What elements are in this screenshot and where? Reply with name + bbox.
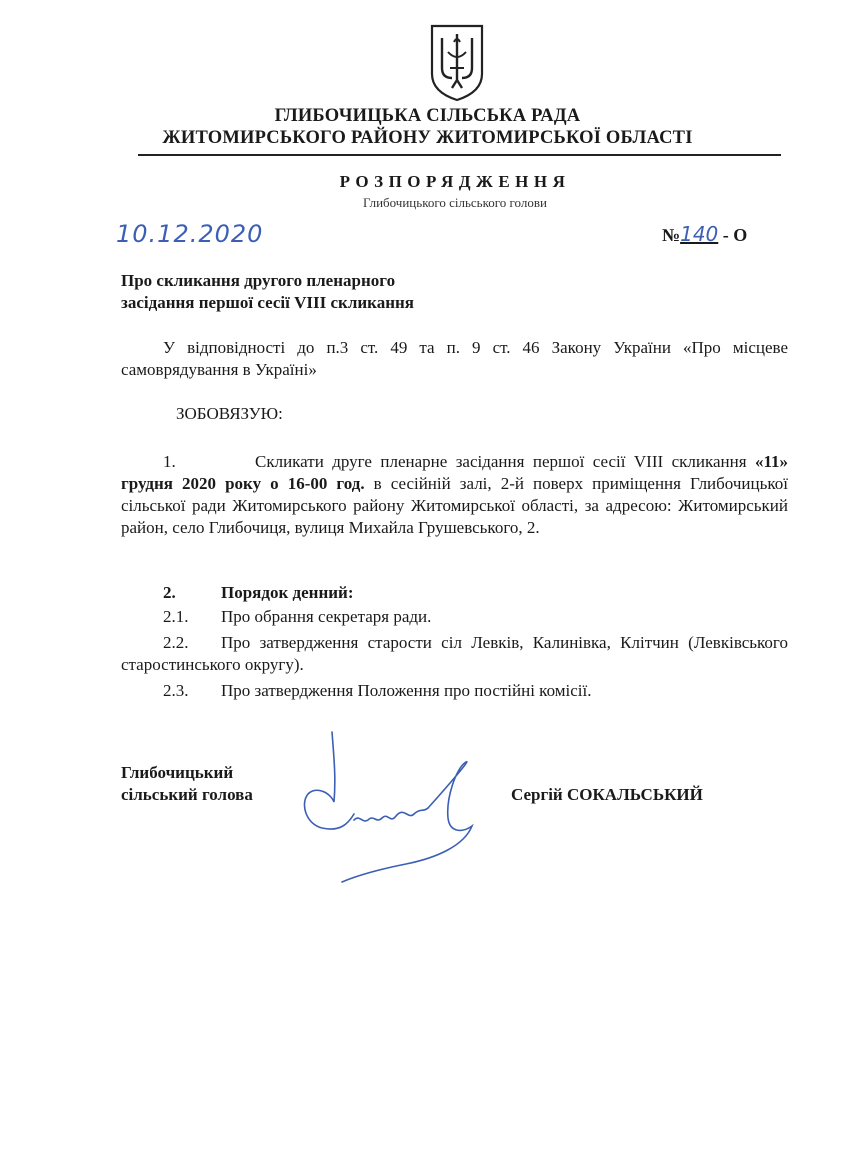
agenda-item-number: 2.2. (163, 633, 189, 652)
clause-1-text-pre: Скликати друге пленарне засідання першої сесії VIII скликання (255, 452, 755, 471)
clause-2-heading (163, 583, 354, 603)
clause-2-title: Порядок денний: (221, 583, 354, 602)
clause-2-number: 2. (163, 583, 176, 602)
position-line2: сільський голова (121, 785, 253, 804)
number-value: 140 (680, 222, 719, 246)
signatory-name: Сергій СОКАЛЬСЬКИЙ (511, 785, 703, 804)
position-line1: Глибочицький (121, 763, 234, 782)
document-type-subtitle: Глибочицького сільського голови (363, 195, 547, 210)
clause-1-datetime: «11» грудня 2020 року о 16-00 год. (121, 452, 788, 493)
subject-line2: засідання першої сесії VIII скликання (121, 293, 414, 312)
document-subject (121, 270, 414, 314)
clause-1 (121, 451, 788, 539)
preamble-paragraph: У відповідності до п.3 ст. 49 та п. 9 ст. 46 Закону України «Про місцеве самоврядування в Україні» (121, 338, 788, 379)
coat-of-arms-icon (428, 22, 486, 102)
number-suffix: - О (718, 225, 748, 245)
document-date: 10.12.2020 (116, 220, 264, 248)
agenda-item-text: Про затвердження старости сіл Левків, Калинівка, Клітчин (Левківського старостинського округу). (121, 633, 788, 674)
organization-name-line2: ЖИТОМИРСЬКОГО РАЙОНУ ЖИТОМИРСЬКОЇ ОБЛАСТІ (162, 128, 693, 148)
handwritten-signature-icon (296, 728, 496, 888)
agenda-item (121, 632, 788, 676)
agenda-item (121, 606, 788, 628)
signatory-position (121, 762, 253, 806)
document-number (662, 222, 747, 246)
organization-name-line1: ГЛИБОЧИЦЬКА СІЛЬСЬКА РАДА (274, 106, 581, 126)
agenda-item (121, 680, 788, 702)
oblige-heading: ЗОБОВЯЗУЮ: (176, 404, 283, 423)
clause-1-number: 1. (163, 452, 176, 471)
number-prefix: № (662, 225, 681, 245)
agenda-item-number: 2.1. (163, 607, 189, 626)
agenda-item-text: Про затвердження Положення про постійні комісії. (221, 681, 592, 700)
agenda-item-text: Про обрання секретаря ради. (221, 607, 432, 626)
document-type-title: РОЗПОРЯДЖЕННЯ (339, 172, 571, 191)
agenda-item-number: 2.3. (163, 681, 189, 700)
clause-1-text-post: в сесійній залі, 2-й поверх приміщення Глибочицької сільської ради Житомирського району Житомирської області, за адресою: Житомирський район, село Глибочиця, вулиця Михайла Грушевського, 2. (121, 474, 788, 537)
header-divider (138, 154, 781, 156)
subject-line1: Про скликання другого пленарного (121, 271, 396, 290)
